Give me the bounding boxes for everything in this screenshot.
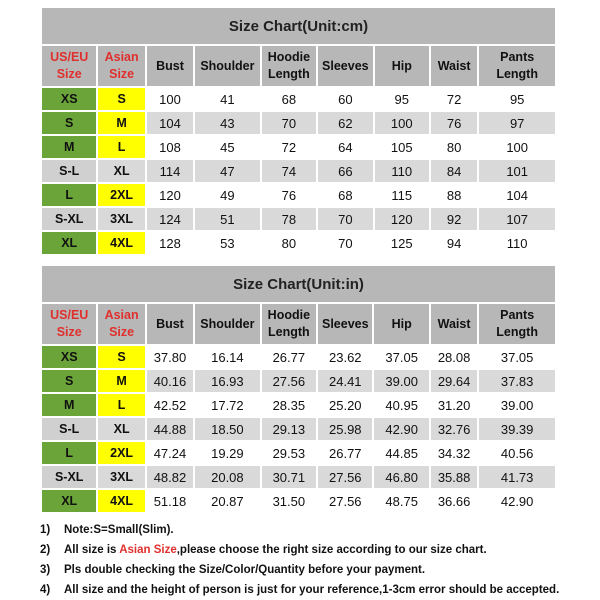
value-cell: 104 xyxy=(147,112,193,134)
header-sleeves: Sleeves xyxy=(318,46,372,86)
header-hoodie-length: Hoodie Length xyxy=(262,304,316,344)
header-waist: Waist xyxy=(431,304,477,344)
table-row xyxy=(42,466,555,488)
value-cell: 125 xyxy=(390,235,413,251)
us-size-cell: S xyxy=(42,370,96,392)
asian-size-cell: XL xyxy=(98,418,144,440)
value-cell: 16.93 xyxy=(195,370,260,392)
value-cell: 31.50 xyxy=(272,493,306,509)
note-item xyxy=(40,520,580,540)
value-cell: 49 xyxy=(220,187,235,203)
value-cell: 101 xyxy=(479,160,555,182)
us-size-cell: M xyxy=(42,394,96,416)
note-text: Note:S=Small(Slim). xyxy=(64,524,174,536)
size-chart-cm xyxy=(40,6,557,256)
asian-size-cell: 3XL xyxy=(98,466,144,488)
header-us-eu-size: US/EU Size xyxy=(42,304,96,344)
value-cell: 24.41 xyxy=(318,370,372,392)
size-chart-inch xyxy=(40,264,557,514)
asian-size-cell: L xyxy=(98,136,144,158)
note-number: 1) xyxy=(40,524,51,536)
value-cell: 92 xyxy=(431,208,477,230)
value-cell: 25.98 xyxy=(318,418,372,440)
value-cell: 41 xyxy=(220,91,235,107)
value-cell: 18.50 xyxy=(195,418,260,440)
header-pants-length: Pants Length xyxy=(479,46,555,86)
value-cell: 70 xyxy=(318,208,372,230)
value-cell: 41.73 xyxy=(479,466,555,488)
header-bust: Bust xyxy=(147,46,193,86)
value-cell: 28.35 xyxy=(272,397,306,413)
value-cell: 115 xyxy=(391,187,413,203)
us-size-cell: L xyxy=(42,442,96,464)
asian-size-cell: 2XL xyxy=(98,442,144,464)
value-cell: 47 xyxy=(195,160,260,182)
value-cell: 70 xyxy=(262,112,316,134)
value-cell: 17.72 xyxy=(211,397,244,413)
value-cell: 40.56 xyxy=(500,445,534,461)
asian-size-cell: L xyxy=(98,394,144,416)
value-cell: 100 xyxy=(506,139,529,155)
asian-size-cell: 3XL xyxy=(98,208,144,230)
value-cell: 27.56 xyxy=(318,466,372,488)
asian-size-cell: S xyxy=(98,88,144,110)
value-cell: 39.00 xyxy=(500,397,534,413)
value-cell: 37.05 xyxy=(500,349,534,365)
header-row xyxy=(42,46,555,86)
value-cell: 42.90 xyxy=(500,493,534,509)
value-cell: 70 xyxy=(338,235,353,251)
table-row xyxy=(42,88,555,110)
table-row xyxy=(42,370,555,392)
table-row xyxy=(42,184,555,206)
value-cell: 80 xyxy=(446,139,462,155)
value-cell: 53 xyxy=(220,235,235,251)
header-asian-size: Asian Size xyxy=(98,304,144,344)
note-text-pre: All size is xyxy=(64,544,120,556)
table-row xyxy=(42,442,555,464)
note-item xyxy=(40,580,580,600)
table-row xyxy=(42,232,555,254)
header-hip: Hip xyxy=(374,304,428,344)
value-cell: 95 xyxy=(394,91,409,107)
header-us-eu-size: US/EU Size xyxy=(42,46,96,86)
value-cell: 107 xyxy=(479,208,555,230)
note-number: 3) xyxy=(40,564,51,576)
header-bust: Bust xyxy=(147,304,193,344)
value-cell: 39.00 xyxy=(374,370,428,392)
value-cell: 26.77 xyxy=(329,445,362,461)
value-cell: 72 xyxy=(446,91,462,107)
value-cell: 80 xyxy=(281,235,297,251)
header-shoulder: Shoulder xyxy=(195,46,260,86)
note-number: 4) xyxy=(40,584,51,596)
value-cell: 35.88 xyxy=(431,466,477,488)
header-asian-size: Asian Size xyxy=(98,46,144,86)
us-size-cell: S xyxy=(42,112,96,134)
value-cell: 27.56 xyxy=(262,370,316,392)
table-row xyxy=(42,112,555,134)
header-pants-length: Pants Length xyxy=(479,304,555,344)
header-shoulder: Shoulder xyxy=(195,304,260,344)
value-cell: 37.80 xyxy=(153,349,187,365)
header-row xyxy=(42,304,555,344)
asian-size-cell: S xyxy=(98,346,144,368)
value-cell: 26.77 xyxy=(272,349,306,365)
header-sleeves: Sleeves xyxy=(318,304,372,344)
value-cell: 94 xyxy=(446,235,462,251)
us-size-cell: M xyxy=(42,136,96,158)
value-cell: 20.87 xyxy=(211,493,244,509)
us-size-cell: S-L xyxy=(42,418,96,440)
value-cell: 28.08 xyxy=(437,349,471,365)
value-cell: 78 xyxy=(262,208,316,230)
table-row xyxy=(42,418,555,440)
value-cell: 60 xyxy=(338,91,353,107)
value-cell: 48.75 xyxy=(385,493,418,509)
note-text: Pls double checking the Size/Color/Quantity before your payment. xyxy=(64,564,426,576)
asian-size-cell: M xyxy=(98,370,144,392)
size-table-inch xyxy=(40,264,557,514)
table-row xyxy=(42,208,555,230)
asian-size-cell: 4XL xyxy=(98,490,144,512)
us-size-cell: XL xyxy=(42,490,96,512)
value-cell: 76 xyxy=(431,112,477,134)
value-cell: 72 xyxy=(281,139,297,155)
value-cell: 51.18 xyxy=(153,493,187,509)
table-title: Size Chart(Unit:cm) xyxy=(42,8,555,44)
value-cell: 19.29 xyxy=(211,445,244,461)
value-cell: 95 xyxy=(509,91,525,107)
header-hip: Hip xyxy=(375,46,429,86)
us-size-cell: L xyxy=(42,184,96,206)
value-cell: 110 xyxy=(506,235,528,251)
us-size-cell: S-XL xyxy=(42,208,96,230)
table-row xyxy=(42,394,555,416)
note-highlight: Asian Size xyxy=(119,544,177,556)
size-table-cm xyxy=(40,6,557,256)
value-cell: 88 xyxy=(446,187,462,203)
value-cell: 27.56 xyxy=(329,493,362,509)
asian-size-cell: 2XL xyxy=(98,184,144,206)
value-cell: 44.88 xyxy=(147,418,193,440)
value-cell: 46.80 xyxy=(374,466,428,488)
value-cell: 40.95 xyxy=(385,397,418,413)
value-cell: 108 xyxy=(159,139,181,155)
value-cell: 100 xyxy=(159,91,181,107)
value-cell: 25.20 xyxy=(329,397,362,413)
note-item xyxy=(40,540,580,560)
value-cell: 45 xyxy=(220,139,235,155)
value-cell: 29.64 xyxy=(431,370,477,392)
value-cell: 20.08 xyxy=(195,466,260,488)
value-cell: 30.71 xyxy=(262,466,316,488)
value-cell: 40.16 xyxy=(147,370,193,392)
us-size-cell: XL xyxy=(42,232,96,254)
value-cell: 74 xyxy=(262,160,316,182)
value-cell: 105 xyxy=(390,139,413,155)
us-size-cell: XS xyxy=(42,88,96,110)
table-row xyxy=(42,346,555,368)
asian-size-cell: M xyxy=(98,112,144,134)
table-row xyxy=(42,136,555,158)
value-cell: 120 xyxy=(159,187,181,203)
value-cell: 34.32 xyxy=(437,445,471,461)
value-cell: 97 xyxy=(479,112,555,134)
value-cell: 29.13 xyxy=(262,418,316,440)
value-cell: 64 xyxy=(338,139,353,155)
value-cell: 42.90 xyxy=(374,418,428,440)
table-row xyxy=(42,490,555,512)
header-hoodie-length: Hoodie Length xyxy=(262,46,316,86)
value-cell: 66 xyxy=(318,160,372,182)
value-cell: 48.82 xyxy=(147,466,193,488)
value-cell: 37.05 xyxy=(385,349,418,365)
table-title: Size Chart(Unit:in) xyxy=(42,266,555,302)
value-cell: 32.76 xyxy=(431,418,477,440)
value-cell: 84 xyxy=(431,160,477,182)
table-row xyxy=(42,160,555,182)
value-cell: 68 xyxy=(338,187,353,203)
note-text: All size and the height of person is just for your reference,1-3cm error should be accepted. xyxy=(64,584,560,596)
header-waist: Waist xyxy=(431,46,477,86)
value-cell: 114 xyxy=(147,160,193,182)
value-cell: 128 xyxy=(159,235,181,251)
value-cell: 43 xyxy=(195,112,260,134)
value-cell: 39.39 xyxy=(479,418,555,440)
asian-size-cell: 4XL xyxy=(98,232,144,254)
value-cell: 62 xyxy=(318,112,372,134)
us-size-cell: XS xyxy=(42,346,96,368)
value-cell: 47.24 xyxy=(153,445,187,461)
note-item xyxy=(40,560,580,580)
value-cell: 29.53 xyxy=(272,445,306,461)
value-cell: 42.52 xyxy=(153,397,187,413)
value-cell: 37.83 xyxy=(479,370,555,392)
note-text-post: ,please choose the right size according to our size chart. xyxy=(176,544,487,556)
value-cell: 110 xyxy=(375,160,429,182)
value-cell: 68 xyxy=(281,91,297,107)
us-size-cell: S-XL xyxy=(42,466,96,488)
value-cell: 44.85 xyxy=(385,445,418,461)
value-cell: 16.14 xyxy=(211,349,244,365)
value-cell: 36.66 xyxy=(437,493,471,509)
value-cell: 124 xyxy=(147,208,193,230)
note-number: 2) xyxy=(40,544,51,556)
us-size-cell: S-L xyxy=(42,160,96,182)
notes-list xyxy=(40,520,580,600)
value-cell: 51 xyxy=(195,208,260,230)
value-cell: 31.20 xyxy=(437,397,471,413)
value-cell: 23.62 xyxy=(329,349,362,365)
value-cell: 100 xyxy=(375,112,429,134)
value-cell: 120 xyxy=(375,208,429,230)
value-cell: 104 xyxy=(506,187,529,203)
asian-size-cell: XL xyxy=(98,160,144,182)
value-cell: 76 xyxy=(281,187,297,203)
